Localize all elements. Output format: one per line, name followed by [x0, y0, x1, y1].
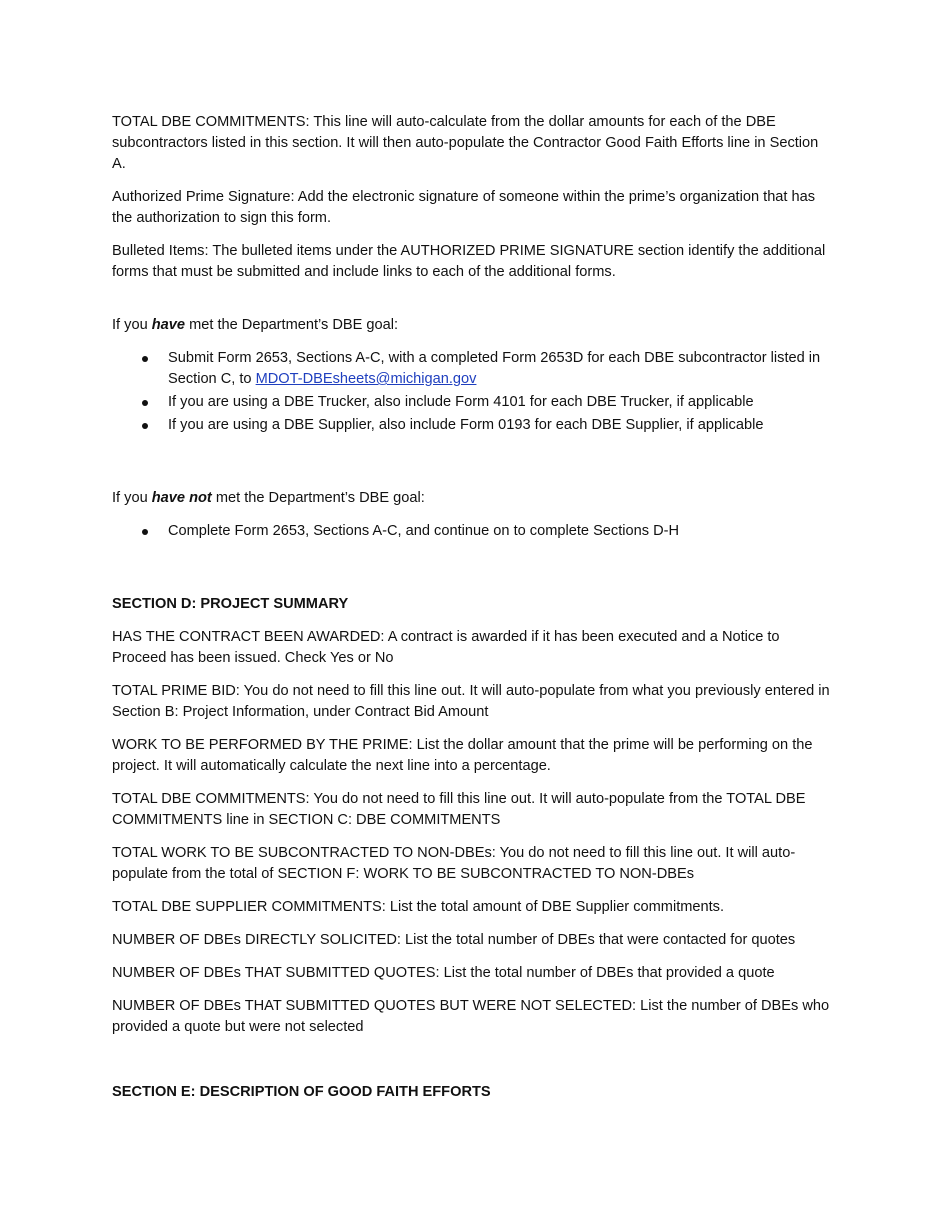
paragraph-dbes-submitted-quotes: NUMBER OF DBEs THAT SUBMITTED QUOTES: List the total number of DBEs that provided a quote — [112, 965, 775, 981]
email-link[interactable]: MDOT-DBEsheets@michigan.gov — [255, 371, 477, 387]
paragraph-non-dbe-work: TOTAL WORK TO BE SUBCONTRACTED TO NON-DBEs: You do not need to fill this line out. It will auto-populate from the total of SECTION F: WORK TO BE SUBCONTRACTED TO NON-DBEs — [112, 845, 796, 882]
paragraph-contract-awarded: HAS THE CONTRACT BEEN AWARDED: A contract is awarded if it has been executed and a Notice to Proceed has been issued. Check Yes or No — [112, 629, 780, 666]
document-page — [112, 112, 832, 1115]
paragraph-total-dbe-commitments-d: TOTAL DBE COMMITMENTS: You do not need to fill this line out. It will auto-populate from the TOTAL DBE COMMITMENTS line in SECTION C: DBE COMMITMENTS — [112, 791, 806, 828]
bullet-icon — [142, 423, 148, 429]
list-item: If you are using a DBE Trucker, also include Form 4101 for each DBE Trucker, if applicable — [112, 392, 832, 413]
have-met-intro: If you have met the Department’s DBE goal: — [112, 317, 399, 333]
bullet-icon — [142, 529, 148, 535]
paragraph-dbe-supplier-commitments: TOTAL DBE SUPPLIER COMMITMENTS: List the total amount of DBE Supplier commitments. — [112, 899, 725, 915]
section-e-heading: SECTION E: DESCRIPTION OF GOOD FAITH EFFORTS — [112, 1084, 491, 1100]
bullet-icon — [142, 400, 148, 406]
have-emphasis: have — [151, 317, 186, 333]
paragraph-dbes-solicited: NUMBER OF DBEs DIRECTLY SOLICITED: List the total number of DBEs that were contacted for quotes — [112, 932, 796, 948]
paragraph-work-by-prime: WORK TO BE PERFORMED BY THE PRIME: List the dollar amount that the prime will be performing on the project. It will automatically calculate the next line into a percentage. — [112, 737, 813, 774]
paragraph-bulleted-items: Bulleted Items: The bulleted items under the AUTHORIZED PRIME SIGNATURE section identify the additional forms that must be submitted and include links to each of the additional forms. — [112, 243, 826, 280]
have-not-emphasis: have not — [151, 490, 212, 506]
paragraph-total-prime-bid: TOTAL PRIME BID: You do not need to fill this line out. It will auto-populate from what you previously entered in Section B: Project Information, under Contract Bid Amount — [112, 683, 830, 720]
section-d-heading: SECTION D: PROJECT SUMMARY — [112, 596, 349, 612]
list-item: Complete Form 2653, Sections A-C, and continue on to complete Sections D-H — [112, 521, 832, 542]
list-item: Submit Form 2653, Sections A-C, with a completed Form 2653D for each DBE subcontractor listed in Section C, to MDOT-DBEsheets@michigan.gov — [112, 348, 832, 390]
have-not-met-intro: If you have not met the Department’s DBE goal: — [112, 490, 425, 506]
bullet-icon — [142, 356, 148, 362]
have-not-met-bullet-list — [112, 521, 832, 542]
paragraph-total-dbe-commitments: TOTAL DBE COMMITMENTS: This line will auto-calculate from the dollar amounts for each of the DBE subcontractors listed in this section. It will then auto-populate the Contractor Good Faith Efforts line in Section A. — [112, 114, 819, 172]
paragraph-authorized-prime-signature: Authorized Prime Signature: Add the electronic signature of someone within the prime’s organization that has the authorization to sign this form. — [112, 189, 816, 226]
paragraph-dbes-not-selected: NUMBER OF DBEs THAT SUBMITTED QUOTES BUT WERE NOT SELECTED: List the number of DBEs who provided a quote but were not selected — [112, 998, 830, 1035]
have-met-bullet-list — [112, 348, 832, 436]
list-item: If you are using a DBE Supplier, also include Form 0193 for each DBE Supplier, if applicable — [112, 415, 832, 436]
